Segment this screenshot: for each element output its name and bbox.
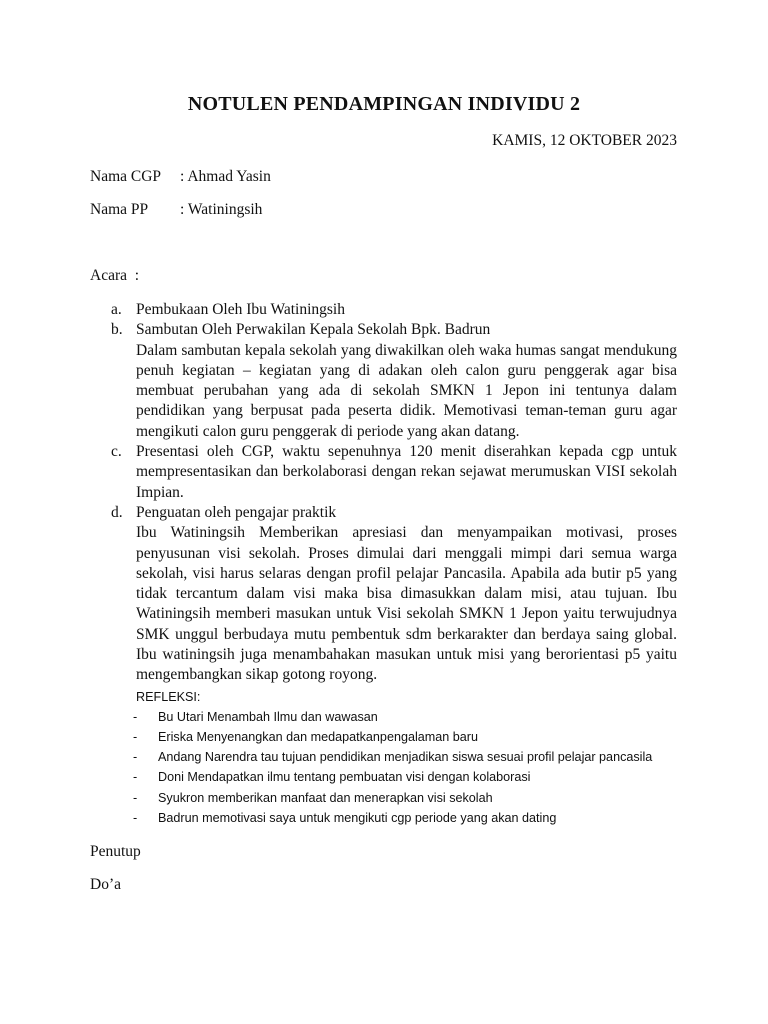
list-item	[111, 788, 677, 808]
agenda-paragraph: Ibu Watiningsih Memberikan apresiasi dan menyampaikan motivasi, proses penyusunan visi sekolah. Proses dimulai dari menggali mimpi dari semua warga sekolah, visi harus selaras dengan profil pelajar Pancasila. Apabila ada butir p5 yang tidak tercantum dalam visi maka bisa dimasukkan dalam misi, atau tujuan. Ibu Watiningsih memberi masukan untuk Visi sekolah SMKN 1 Jepon yaitu terwujudnya SMK unggul berbudaya mutu pembentuk sdm berkarakter dan berdaya saing global. Ibu watiningsih juga menambahakan masukan untuk misi yang berorientasi p5 yaitu mengembangkan sikap gotong royong.	[136, 524, 677, 684]
dash-bullet: -	[133, 730, 138, 745]
dash-bullet: -	[133, 810, 138, 825]
refleksi-list	[111, 707, 677, 828]
refleksi-text: Andang Narendra tau tujuan pendidikan menjadikan siswa sesuai profil pelajar pancasila	[158, 750, 653, 765]
meta-value-cgp: : Ahmad Yasin	[180, 168, 271, 185]
meta-row-cgp	[90, 168, 271, 186]
agenda-item-d	[111, 503, 677, 686]
refleksi-text: Eriska Menyenangkan dan medapatkanpengalaman baru	[158, 730, 478, 745]
prayer-heading: Do’a	[90, 876, 121, 893]
dash-bullet: -	[133, 709, 138, 724]
dash-bullet: -	[133, 770, 138, 785]
agenda-item-a	[111, 300, 677, 320]
refleksi-text: Syukron memberikan manfaat dan menerapkan visi sekolah	[158, 790, 493, 805]
refleksi-text: Badrun memotivasi saya untuk mengikuti cgp periode yang akan dating	[158, 810, 557, 825]
meta-row-pp	[90, 201, 262, 219]
meta-label-pp: Nama PP	[90, 201, 149, 218]
agenda-paragraph: Presentasi oleh CGP, waktu sepenuhnya 120 menit diserahkan kepada cgp untuk mempresentasikan dan berkolaborasi dengan rekan sejawat merumuskan VISI sekolah Impian.	[136, 443, 677, 501]
agenda-list	[111, 300, 677, 828]
dash-bullet: -	[133, 750, 138, 765]
agenda-heading: Sambutan Oleh Perwakilan Kepala Sekolah Bpk. Badrun	[136, 321, 491, 339]
agenda-item-c	[111, 442, 677, 503]
refleksi-label: REFLEKSI:	[136, 689, 201, 704]
agenda-paragraph: Dalam sambutan kepala sekolah yang diwakilkan oleh waka humas sangat mendukung penuh kegiatan – kegiatan yang di adakan oleh calon guru penggerak agar bisa membuat perubahan yang ada di sekolah SMKN 1 Jepon ini tentunya dalam pendidikan yang berpusat pada peserta didik. Memotivasi teman-teman guru agar mengikuti calon guru penggerak di periode yang akan datang.	[136, 341, 677, 440]
agenda-marker: b.	[111, 321, 123, 339]
list-item	[111, 707, 677, 727]
refleksi-text: Doni Mendapatkan ilmu tentang pembuatan visi dengan kolaborasi	[158, 770, 531, 785]
agenda-marker: c.	[111, 443, 122, 461]
meta-label-cgp: Nama CGP	[90, 168, 162, 185]
list-item	[111, 747, 677, 767]
list-item	[111, 727, 677, 747]
agenda-heading: Pembukaan Oleh Ibu Watiningsih	[136, 301, 345, 318]
refleksi-text: Bu Utari Menambah Ilmu dan wawasan	[158, 709, 378, 724]
agenda-marker: a.	[111, 301, 122, 318]
document-date: KAMIS, 12 OKTOBER 2023	[492, 132, 677, 149]
acara-label: Acara :	[90, 267, 140, 284]
meta-value-pp: : Watiningsih	[180, 201, 263, 218]
agenda-marker: d.	[111, 503, 123, 521]
list-item	[111, 767, 677, 787]
dash-bullet: -	[133, 790, 138, 805]
closing-heading: Penutup	[90, 843, 141, 860]
list-item	[111, 808, 677, 828]
agenda-item-b	[111, 320, 677, 442]
agenda-heading: Penguatan oleh pengajar praktik	[136, 503, 337, 521]
document-title: NOTULEN PENDAMPINGAN INDIVIDU 2	[187, 93, 581, 115]
